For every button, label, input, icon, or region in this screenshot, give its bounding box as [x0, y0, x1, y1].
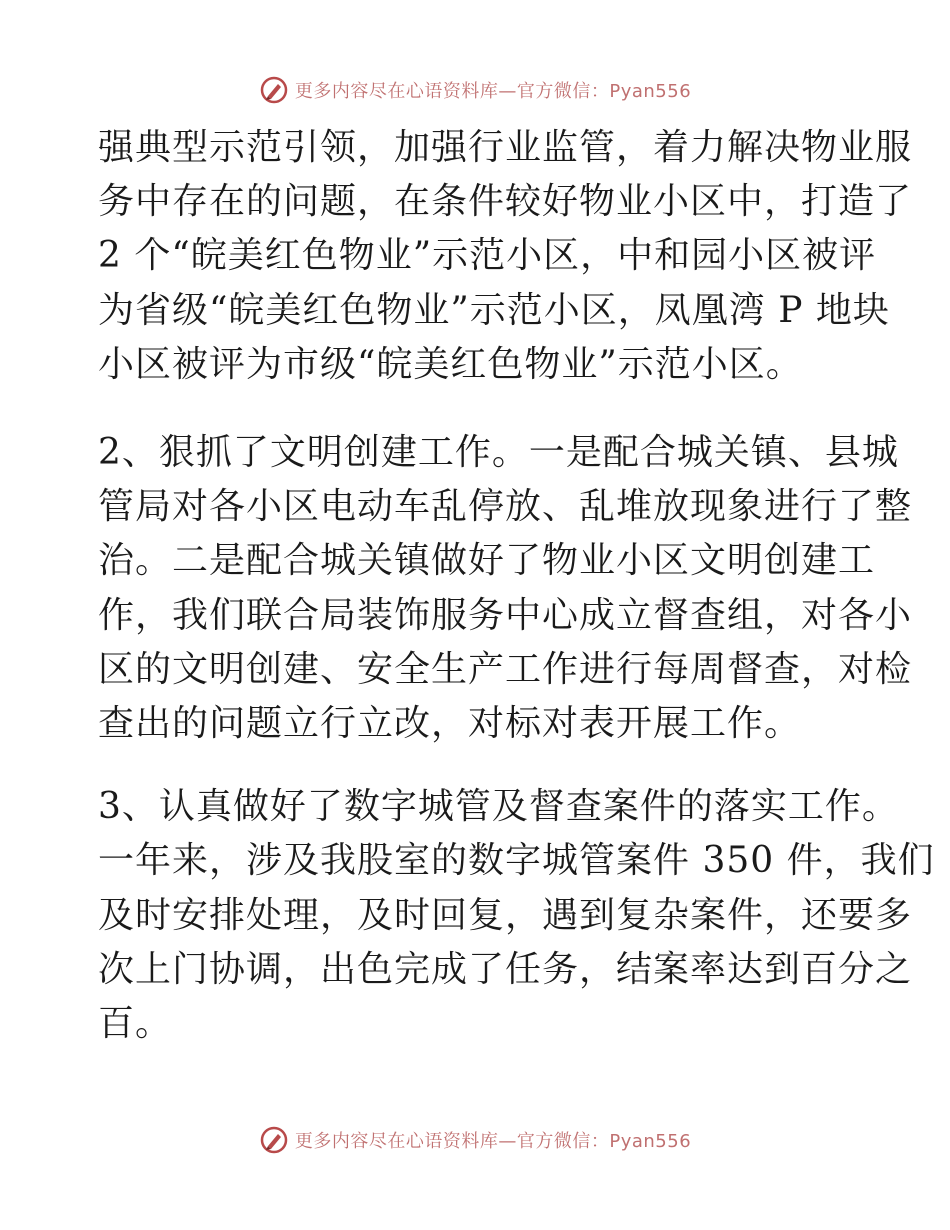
text-line: 次上门协调，出色完成了任务，结案率达到百分之: [98, 948, 913, 990]
text-line: 作，我们联合局装饰服务中心成立督查组，对各小: [98, 594, 913, 636]
text-line: 治。二是配合城关镇做好了物业小区文明创建工: [98, 540, 876, 582]
text-line: 一年来，涉及我股室的数字城管案件 350 件，我们: [98, 840, 935, 882]
text-line: 查出的问题立行立改，对标对表开展工作。: [98, 703, 802, 745]
paragraph-2: [98, 426, 913, 751]
document-body: [98, 121, 935, 1080]
paragraph-1: [98, 121, 913, 392]
pen-logo-icon: [259, 1125, 289, 1155]
text-line: 为省级“皖美红色物业”示范小区，凤凰湾 P 地块: [98, 289, 890, 331]
text-line: 3、认真做好了数字城管及督查案件的落实工作。: [98, 786, 899, 828]
footer-watermark-text: 更多内容尽在心语资料库—官方微信：Pyan556: [294, 1131, 692, 1152]
header-watermark-text: 更多内容尽在心语资料库—官方微信：Pyan556: [294, 81, 692, 102]
pen-logo-icon: [259, 75, 289, 105]
text-line: 强典型示范引领，加强行业监管，着力解决物业服: [98, 127, 913, 168]
text-line: 务中存在的问题，在条件较好物业小区中，打造了: [98, 181, 913, 223]
text-line: 百。: [98, 1003, 173, 1045]
text-line: 区的文明创建、安全生产工作进行每周督查，对检: [98, 648, 913, 690]
text-line: 小区被评为市级“皖美红色物业”示范小区。: [98, 343, 803, 385]
text-line: 2 个“皖美红色物业”示范小区，中和园小区被评: [98, 235, 877, 277]
footer-watermark-banner: [0, 1120, 950, 1160]
paragraph-3: [98, 780, 935, 1051]
header-watermark-banner: [0, 70, 950, 110]
text-line: 管局对各小区电动车乱停放、乱堆放现象进行了整: [98, 486, 913, 528]
text-line: 及时安排处理，及时回复，遇到复杂案件，还要多: [98, 894, 913, 936]
text-line: 2、狠抓了文明创建工作。一是配合城关镇、县城: [98, 432, 899, 474]
